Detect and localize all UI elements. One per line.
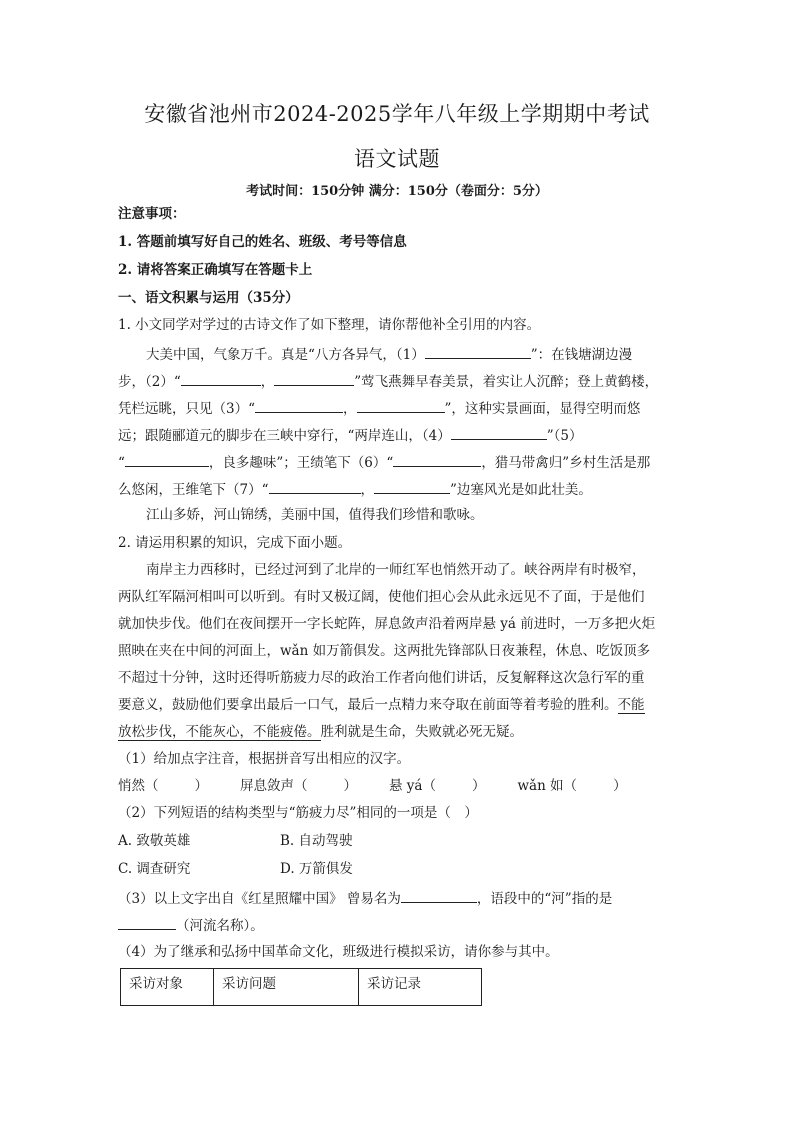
q1-text: ”边塞风光是如此壮美。 bbox=[450, 482, 592, 498]
note-item-1: 1. 答题前填写好自己的姓名、班级、考号等信息 bbox=[118, 234, 407, 250]
q2-stem: 2. 请运用积累的知识，完成下面小题。 bbox=[118, 535, 352, 551]
answer-blank-5[interactable] bbox=[125, 452, 209, 467]
answer-blank-7b[interactable] bbox=[374, 479, 450, 494]
passage-line-4: 照映在夹在中间的河面上，wǎn 如万箭俱发。这两批先锋部队日夜兼程，休息、吃饭顶多 bbox=[118, 643, 651, 659]
table-header-cell: 采访记录 bbox=[359, 969, 482, 1006]
q1-stem: 1. 小文同学对学过的古诗文作了如下整理，请你帮他补全引用的内容。 bbox=[118, 317, 541, 333]
notes-heading: 注意事项： bbox=[118, 206, 186, 222]
answer-blank-4[interactable] bbox=[451, 425, 547, 440]
pinyin-item: ） bbox=[471, 778, 486, 794]
q1-line-2 bbox=[118, 371, 678, 391]
exam-info: 考试时间：150分钟 满分：150分（卷面分：5分） bbox=[246, 184, 548, 199]
pinyin-row bbox=[118, 777, 678, 795]
q1-text: ， bbox=[260, 374, 275, 390]
underlined-text: 放松步伐，不能灰心，不能疲倦。 bbox=[118, 724, 321, 740]
answer-blank-3b[interactable] bbox=[357, 398, 445, 413]
exam-title: 安徽省池州市2024-2025学年八年级上学期期中考试 bbox=[144, 102, 650, 126]
answer-blank-3a[interactable] bbox=[255, 398, 343, 413]
q1-text: ， bbox=[343, 401, 357, 417]
q1-text: 步，（2）“ bbox=[118, 374, 181, 390]
q1-text: “ bbox=[118, 455, 125, 471]
option-a[interactable]: A. 致敬英雄 bbox=[118, 833, 191, 849]
q2-sub3-text: （河流名称）。 bbox=[176, 918, 264, 934]
answer-blank-2a[interactable] bbox=[181, 371, 261, 386]
answer-blank-2b[interactable] bbox=[274, 371, 354, 386]
pinyin-item: 悬 yá（ bbox=[389, 778, 436, 794]
q1-line-4 bbox=[118, 425, 678, 445]
pinyin-item: wǎn 如（ bbox=[517, 778, 578, 794]
q1-text: 远；跟随郦道元的脚步在三峡中穿行，“两岸连山，（4） bbox=[118, 428, 451, 444]
answer-blank-book-title[interactable] bbox=[401, 888, 477, 903]
pinyin-item: ） bbox=[343, 778, 357, 794]
q1-line-5 bbox=[118, 452, 678, 472]
table-header-cell: 采访问题 bbox=[214, 969, 359, 1006]
q1-text: ， bbox=[360, 482, 374, 498]
q2-sub3-line-1 bbox=[118, 888, 678, 908]
q2-sub3-text: （3）以上文字出自《红星照耀中国》 曾易名为 bbox=[118, 891, 401, 907]
options-row-2 bbox=[118, 860, 678, 878]
q1-text: 么悠闲，王维笔下（7）“ bbox=[118, 482, 269, 498]
q1-text: 大美中国，气象万千。真是“八方各异气，（1） bbox=[146, 347, 425, 363]
passage-line-2: 两队红军隔河相叫可以听到。有时又极辽阔，使他们担心会从此永远见不了面，于是他们 bbox=[118, 589, 645, 605]
passage-text: 胜利就是生命，失败就必死无疑。 bbox=[320, 724, 523, 740]
passage-line-6 bbox=[118, 696, 678, 714]
passage-line-1: 南岸主力西移时，已经过河到了北岸的一师红军也悄然开动了。峡谷两岸有时极窄， bbox=[146, 562, 646, 578]
q1-line-3 bbox=[118, 398, 678, 418]
passage-text: 要意义，鼓励他们要拿出最后一口气，最后一点精力来夺取在前面等着考验的胜利。 bbox=[118, 697, 618, 713]
underlined-text: 不能 bbox=[617, 697, 645, 713]
passage-line-5: 不超过十分钟，这时还得听筋疲力尽的政治工作者向他们讲话，反复解释这次急行军的重 bbox=[118, 670, 645, 686]
q1-line-7: 江山多娇，河山锦绣，美丽中国，值得我们珍惜和歌咏。 bbox=[146, 507, 484, 523]
interview-table bbox=[120, 968, 482, 1006]
q1-text: ”：在钱塘湖边漫 bbox=[530, 347, 633, 363]
answer-blank-7a[interactable] bbox=[269, 479, 361, 494]
options-row-1 bbox=[118, 832, 678, 850]
exam-subtitle: 语文试题 bbox=[354, 147, 440, 171]
q1-line-1 bbox=[146, 344, 678, 364]
answer-blank-6[interactable] bbox=[393, 452, 481, 467]
q1-text: ”（5） bbox=[546, 428, 583, 444]
option-c[interactable]: C. 调查研究 bbox=[118, 861, 191, 877]
q1-text: ，猎马带禽归”乡村生活是那 bbox=[481, 455, 651, 471]
table-header-row bbox=[121, 969, 482, 1006]
q2-sub3-text: ，语段中的“河”指的是 bbox=[476, 891, 613, 907]
q2-sub2: （2）下列短语的结构类型与“筋疲力尽”相同的一项是（ ） bbox=[118, 805, 478, 821]
pinyin-item: ） bbox=[613, 778, 627, 794]
table-header-cell: 采访对象 bbox=[121, 969, 214, 1006]
pinyin-item: ） bbox=[194, 778, 208, 794]
q1-text: ”，这种实景画面，显得空明而悠 bbox=[444, 401, 641, 417]
note-item-2: 2. 请将答案正确填写在答题卡上 bbox=[118, 262, 313, 278]
pinyin-item: 屏息敛声（ bbox=[240, 778, 308, 794]
option-b[interactable]: B. 自动驾驶 bbox=[280, 833, 353, 849]
q2-sub1: （1）给加点字注音，根据拼音写出相应的汉字。 bbox=[118, 751, 411, 767]
answer-blank-river[interactable] bbox=[118, 915, 176, 930]
option-d[interactable]: D. 万箭俱发 bbox=[280, 861, 353, 877]
q1-text: 凭栏远眺，只见（3）“ bbox=[118, 401, 255, 417]
passage-line-7 bbox=[118, 723, 678, 741]
q2-sub3-line-2 bbox=[118, 915, 678, 935]
q2-sub4: （4）为了继承和弘扬中国革命文化，班级进行模拟采访，请你参与其中。 bbox=[118, 944, 559, 960]
q1-text: ，良多趣味”；王绩笔下（6）“ bbox=[208, 455, 394, 471]
q1-line-6 bbox=[118, 479, 678, 499]
passage-line-3: 就加快步伐。他们在夜间摆开一字长蛇阵，屏息敛声沿着两岸悬 yá 前进时，一万多把火炬 bbox=[118, 616, 656, 632]
answer-blank-1[interactable] bbox=[425, 344, 531, 359]
section-heading: 一、语文积累与运用（35分） bbox=[118, 290, 299, 306]
pinyin-item: 悄然（ bbox=[118, 778, 159, 794]
q1-text: ”莺飞燕舞早春美景，着实让人沉醉；登上黄鹤楼， bbox=[354, 374, 659, 390]
